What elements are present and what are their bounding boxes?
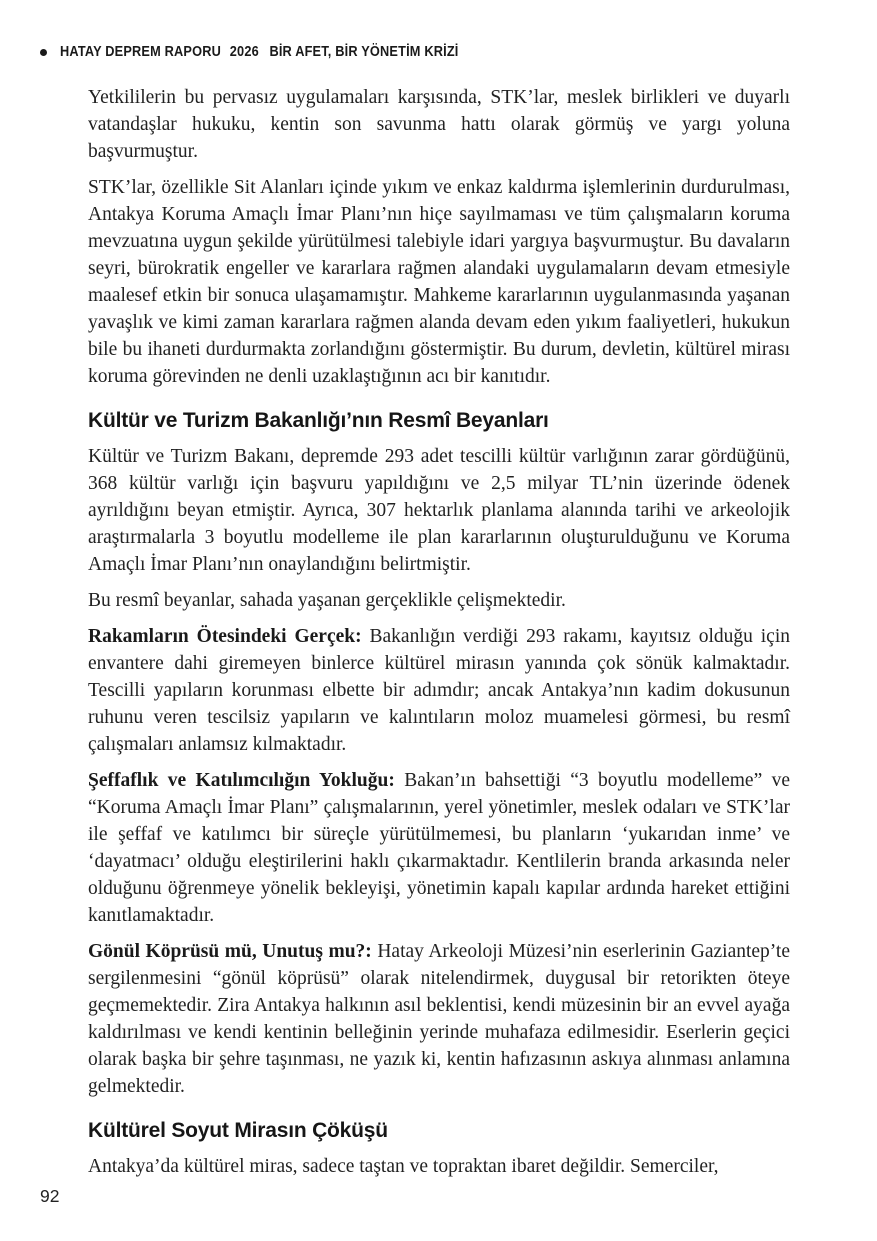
paragraph [88,174,790,390]
paragraph-text: Antakya’da kültürel miras, sadece taştan ve topraktan ibaret değildir. Semerciler, [88,1156,719,1177]
paragraph-text: Bakanlığın verdiği 293 rakamı, kayıtsız olduğu için envantere dahi giremeyen binlerce kültürel mirasın yanında çok sönük kalmaktadır. Tescilli yapıların korunması elbette bir adımdır; ancak Antakya’nın kadim dokusunun ruhunu veren tescilsiz yapıların ve kalıntıların moloz muamelesi görmesi, bu resmî çalışmaları anlamsız kılmaktadır. [88,626,790,755]
paragraph [88,587,790,614]
paragraph [88,443,790,578]
paragraph-text: STK’lar, özellikle Sit Alanları içinde yıkım ve enkaz kaldırma işlemlerinin durdurulması, Antakya Koruma Amaçlı İmar Planı’nın hiçe sayılmaması ve tüm çalışmaların koruma mevzuatına uygun şekilde yürütülmesi talebiyle idari yargıya başvurmuştur. Bu davaların seyri, bürokratik engeller ve kararlara rağmen alandaki uygulamaların devam etmesiyle maalesef etkin bir sonuca ulaşamamıştır. Mahkeme kararlarının uygulanmasında yaşanan yavaşlık ve kimi zaman kararlara rağmen alanda devam eden yıkım faaliyetleri, hukukun bile bu ihaneti durdurmakta zorlandığını göstermiştir. Bu durum, devletin, kültürel mirası koruma görevinden ne denli uzaklaştığının acı bir kanıtıdır. [88,177,790,387]
running-header-text [60,44,459,60]
paragraph [88,84,790,165]
paragraph-lead: Gönül Köprüsü mü, Unutuş mu?: [88,941,372,962]
running-header [40,44,513,60]
paragraph [88,767,790,929]
report-year: 2026 [229,44,259,60]
paragraph [88,623,790,758]
bullet-icon [40,49,47,56]
paragraph-lead: Şeffaflık ve Katılımcılığın Yokluğu: [88,770,395,791]
paragraph-text: Bakan’ın bahsettiği “3 boyutlu modelleme” ve “Koruma Amaçlı İmar Planı” çalışmalarının, yerel yönetimler, meslek odaları ve STK’lar ile şeffaf ve katılımcı bir süreçle yürütülmemesi, bu planların ‘yukarıdan inme’ ve ‘dayatmacı’ olduğu eleştirilerini haklı çıkarmaktadır. Kentlilerin branda arkasında neler olduğunu öğrenmeye yönelik bekleyişi, yönetimin kapalı kapılar ardında hareket ettiğini kanıtlamaktadır. [88,770,791,926]
section-heading: Kültürel Soyut Mirasın Çöküşü [88,1119,388,1142]
paragraph-text: Kültür ve Turizm Bakanı, depremde 293 adet tescilli kültür varlığının zarar gördüğünü, 368 kültür varlığı için başvuru yapıldığını ve 2,5 milyar TL’nin üzerinde ödenek ayrıldığını beyan etmiştir. Ayrıca, 307 hektarlık planlama alanında tarihi ve arkeolojik araştırmalarla 3 boyutlu modelleme ile plan kararlarının oluşturulduğunu ve Koruma Amaçlı İmar Planı’nın onaylandığını belirtmiştir. [88,446,790,575]
report-subtitle: BİR AFET, BİR YÖNETİM KRİZİ [269,44,459,60]
paragraph-text: Yetkililerin bu pervasız uygulamaları karşısında, STK’lar, meslek birlikleri ve duyarlı vatandaşlar hukuku, kentin son savunma hattı olarak görmüş ve yargı yoluna başvurmuştur. [88,87,790,162]
paragraph-text: Hatay Arkeoloji Müzesi’nin eserlerinin Gaziantep’te sergilenmesini “gönül köprüsü” olarak nitelendirmek, duygusal bir retorikten öteye geçmemektedir. Zira Antakya halkının asıl beklentisi, kendi müzesinin bir an evvel ayağa kaldırılması ve kendi kentinin belleğinin yerinde muhafaza edilmesidir. Eserlerin geçici olarak başka bir şehre taşınması, ne yazık ki, kentin hafızasının askıya alınması anlamına gelmektedir. [88,941,791,1097]
paragraph [88,938,790,1100]
paragraph-lead: Rakamların Ötesindeki Gerçek: [88,626,362,647]
page-number: 92 [40,1186,60,1206]
section-heading: Kültür ve Turizm Bakanlığı’nın Resmî Beyanları [88,409,549,432]
report-title: HATAY DEPREM RAPORU [60,44,221,60]
paragraph [88,1153,790,1180]
text-column [88,84,790,1189]
paragraph-text: Bu resmî beyanlar, sahada yaşanan gerçeklikle çelişmektedir. [88,590,566,611]
